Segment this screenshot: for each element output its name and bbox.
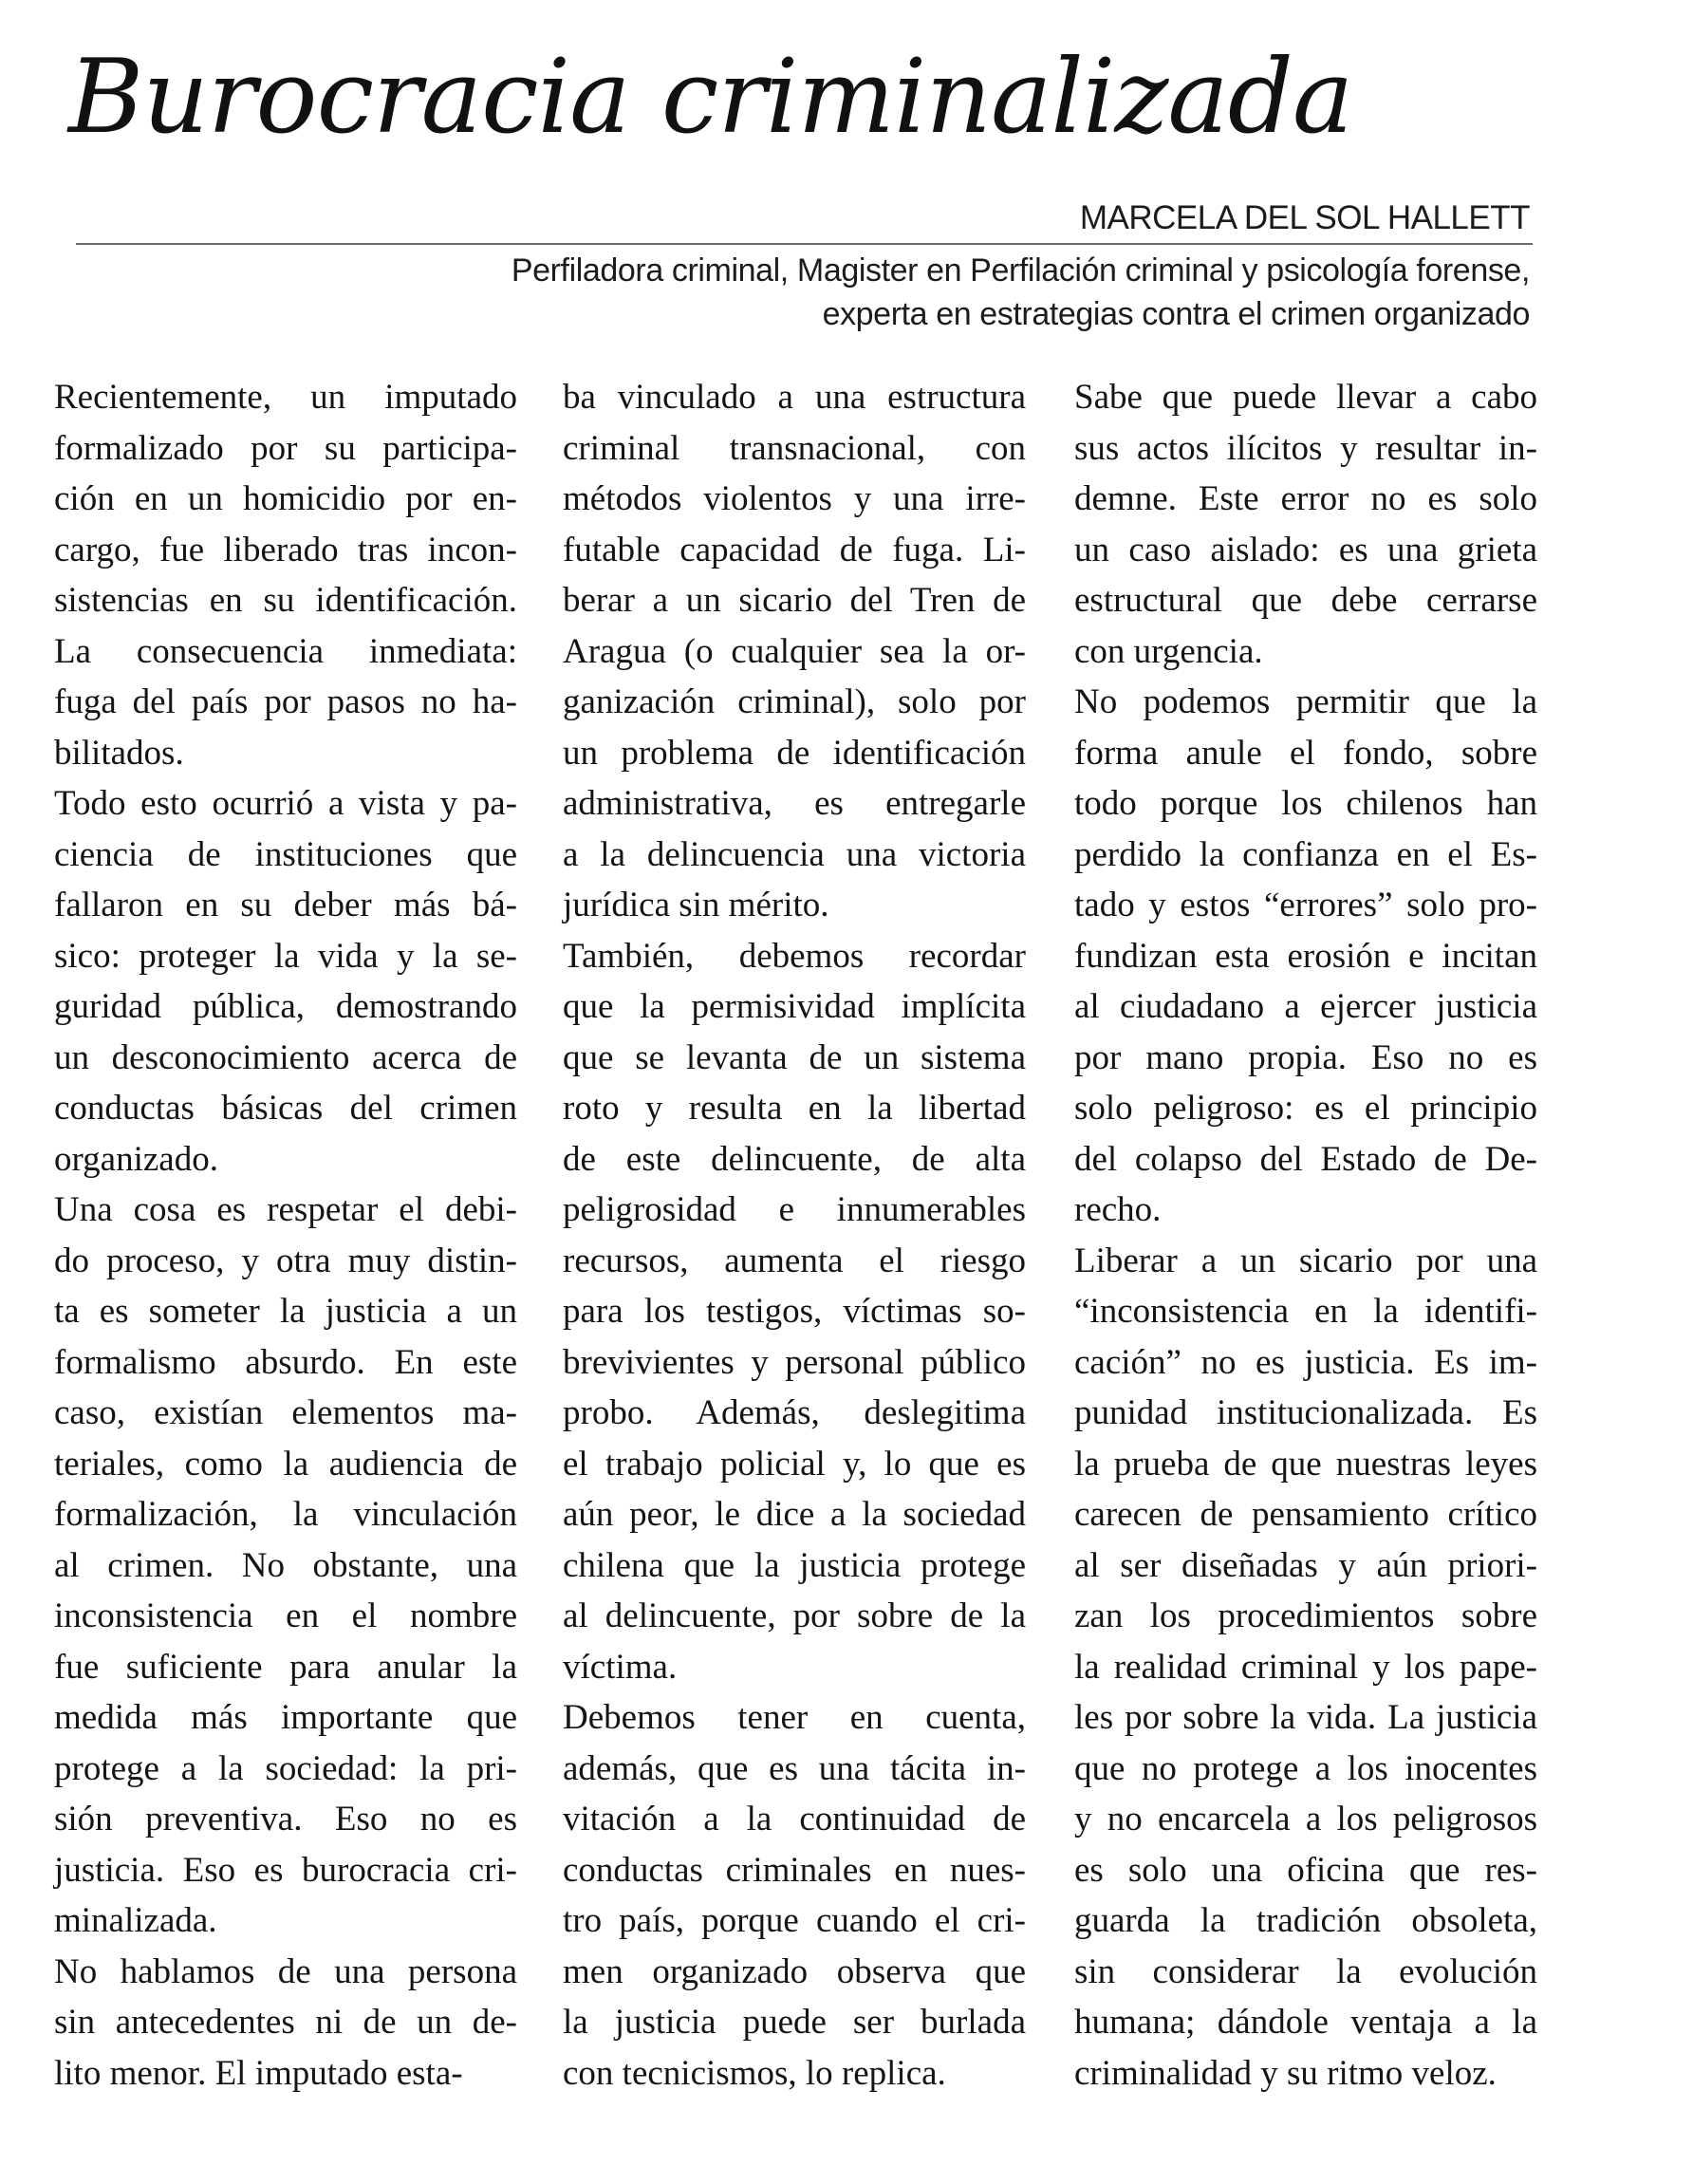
article-line: ba vinculado a una estructura <box>563 378 1026 417</box>
article-line: guridad pública, demostrando <box>54 987 517 1026</box>
article-line: al ser diseñadas y aún priori- <box>1074 1545 1537 1585</box>
article-line: perdido la confianza en el Es- <box>1074 834 1537 874</box>
article-line: cargo, fue liberado tras incon- <box>54 530 517 569</box>
article-line: organizado. <box>54 1139 218 1179</box>
article-line: zan los procedimientos sobre <box>1074 1596 1537 1635</box>
article-line: No hablamos de una persona <box>54 1951 517 1991</box>
article-line: fallaron en su deber más bá- <box>54 886 517 924</box>
article-line: La consecuencia inmediata: <box>54 631 517 671</box>
article-line: sin considerar la evolución <box>1074 1951 1537 1991</box>
article-line: métodos violentos y una irre- <box>563 479 1026 518</box>
article-line: todo porque los chilenos han <box>1074 784 1537 823</box>
credentials-line: Perfiladora criminal, Magister en Perfilación criminal y psicología forense, <box>511 252 1530 289</box>
article-line: También, debemos recordar <box>563 936 1026 976</box>
article-line: recursos, aumenta el riesgo <box>563 1241 1026 1280</box>
article-line: la prueba de que nuestras leyes <box>1074 1444 1537 1484</box>
article-line: sus actos ilícitos y resultar in- <box>1074 428 1537 468</box>
article-line: conductas básicas del crimen <box>54 1089 517 1128</box>
article-line: criminalidad y su ritmo veloz. <box>1074 2053 1497 2093</box>
article-line: peligrosidad e innumerables <box>563 1190 1026 1229</box>
article-line: del colapso del Estado de De- <box>1074 1139 1537 1179</box>
article-line: ción en un homicidio por en- <box>54 479 517 518</box>
article-line: a la delincuencia una victoria <box>563 834 1026 874</box>
article-line: do proceso, y otra muy distin- <box>54 1241 517 1280</box>
article-line: de este delincuente, de alta <box>563 1139 1026 1179</box>
article-line: demne. Este error no es solo <box>1074 479 1537 518</box>
article-line: además, que es una tácita in- <box>563 1748 1026 1788</box>
article-line: sico: proteger la vida y la se- <box>54 936 517 976</box>
article-line: conductas criminales en nues- <box>563 1850 1026 1890</box>
article-line: Aragua (o cualquier sea la or- <box>563 631 1026 671</box>
article-line: formalización, la vinculación <box>54 1495 517 1534</box>
article-line: ta es someter la justicia a un <box>54 1292 517 1331</box>
article-line: que no protege a los inocentes <box>1074 1748 1537 1788</box>
article-line: humana; dándole ventaja a la <box>1074 2003 1537 2042</box>
article-line: inconsistencia en el nombre <box>54 1596 517 1635</box>
article-line: bilitados. <box>54 733 184 773</box>
article-line: que la permisividad implícita <box>563 987 1026 1026</box>
article-line: fundizan esta erosión e incitan <box>1074 936 1537 976</box>
article-line: es solo una oficina que res- <box>1074 1850 1537 1890</box>
article-line: chilena que la justicia protege <box>563 1545 1026 1585</box>
article-line: víctima. <box>563 1647 678 1687</box>
article-line: un caso aislado: es una grieta <box>1074 530 1537 569</box>
article-line: roto y resulta en la libertad <box>563 1089 1026 1128</box>
article-line: ciencia de instituciones que <box>54 834 517 874</box>
article-line: criminal transnacional, con <box>563 428 1026 468</box>
article-line: men organizado observa que <box>563 1951 1026 1991</box>
article-line: fue suficiente para anular la <box>54 1647 517 1687</box>
article-line: un desconocimiento acerca de <box>54 1037 517 1077</box>
article-line: con urgencia. <box>1074 631 1263 671</box>
article-line: ganización criminal), solo por <box>563 682 1026 721</box>
article-line: formalismo absurdo. En este <box>54 1342 517 1382</box>
article-line: “inconsistencia en la identifi- <box>1074 1292 1537 1331</box>
article-line: Todo esto ocurrió a vista y pa- <box>54 784 517 823</box>
article-line: la justicia puede ser burlada <box>563 2003 1026 2042</box>
article-line: vitación a la continuidad de <box>563 1800 1026 1839</box>
article-line: brevivientes y personal público <box>563 1342 1026 1382</box>
article-line: caso, existían elementos ma- <box>54 1393 517 1432</box>
article-line: lito menor. El imputado esta- <box>54 2053 463 2093</box>
article-line: que se levanta de un sistema <box>563 1037 1026 1077</box>
header-divider <box>76 243 1533 245</box>
article-line: berar a un sicario del Tren de <box>563 581 1026 620</box>
article-line: punidad institucionalizada. Es <box>1074 1393 1537 1432</box>
article-line: minalizada. <box>54 1901 217 1940</box>
article-line: No podemos permitir que la <box>1074 682 1537 721</box>
article-line: recho. <box>1074 1190 1162 1229</box>
author-credentials <box>512 249 1530 336</box>
article-line: estructural que debe cerrarse <box>1074 581 1537 620</box>
article-line: forma anule el fondo, sobre <box>1074 733 1537 773</box>
article-line: jurídica sin mérito. <box>563 886 829 924</box>
article-line: formalizado por su participa- <box>54 428 517 468</box>
article-line: administrativa, es entregarle <box>563 784 1026 823</box>
article-line: tro país, porque cuando el cri- <box>563 1901 1026 1940</box>
article-line: solo peligroso: es el principio <box>1074 1089 1537 1128</box>
text-column-1 <box>54 372 517 2099</box>
article-line: fuga del país por pasos no ha- <box>54 682 517 721</box>
article-line: sin antecedentes ni de un de- <box>54 2003 517 2042</box>
article-line: tado y estos “errores” solo pro- <box>1074 886 1537 924</box>
article-line: teriales, como la audiencia de <box>54 1444 517 1484</box>
text-column-3 <box>1074 372 1537 2099</box>
article-line: Debemos tener en cuenta, <box>563 1698 1026 1737</box>
article-line: con tecnicismos, lo replica. <box>563 2053 946 2093</box>
article-line: el trabajo policial y, lo que es <box>563 1444 1026 1484</box>
article-line: medida más importante que <box>54 1698 517 1737</box>
article-line: futable capacidad de fuga. Li- <box>563 530 1026 569</box>
article-line: Sabe que puede llevar a cabo <box>1074 378 1537 417</box>
article-line: cación” no es justicia. Es im- <box>1074 1342 1537 1382</box>
article-line: al delincuente, por sobre de la <box>563 1596 1026 1635</box>
article-line: Liberar a un sicario por una <box>1074 1241 1537 1280</box>
article-line: probo. Además, deslegitima <box>563 1393 1026 1432</box>
article-line: carecen de pensamiento crítico <box>1074 1495 1537 1534</box>
article-line: justicia. Eso es burocracia cri- <box>54 1850 517 1890</box>
text-column-2 <box>563 372 1026 2099</box>
article-line: al ciudadano a ejercer justicia <box>1074 987 1537 1026</box>
article-line: aún peor, le dice a la sociedad <box>563 1495 1026 1534</box>
article-line: un problema de identificación <box>563 733 1026 773</box>
article-line: al crimen. No obstante, una <box>54 1545 517 1585</box>
article-line: la realidad criminal y los pape- <box>1074 1647 1537 1687</box>
article-line: Recientemente, un imputado <box>54 378 517 417</box>
credentials-line: experta en estrategias contra el crimen organizado <box>822 296 1530 332</box>
article-line: para los testigos, víctimas so- <box>563 1292 1026 1331</box>
article-line: y no encarcela a los peligrosos <box>1074 1800 1537 1839</box>
article-title: Burocracia criminalizada <box>68 38 1353 157</box>
article-line: protege a la sociedad: la pri- <box>54 1748 517 1788</box>
article-line: por mano propia. Eso no es <box>1074 1037 1537 1077</box>
article-line: guarda la tradición obsoleta, <box>1074 1901 1537 1940</box>
article-line: les por sobre la vida. La justicia <box>1074 1698 1537 1737</box>
author-byline: MARCELA DEL SOL HALLETT <box>1079 199 1530 236</box>
article-line: Una cosa es respetar el debi- <box>54 1190 517 1229</box>
article-line: sistencias en su identificación. <box>54 581 517 620</box>
article-line: sión preventiva. Eso no es <box>54 1800 517 1839</box>
